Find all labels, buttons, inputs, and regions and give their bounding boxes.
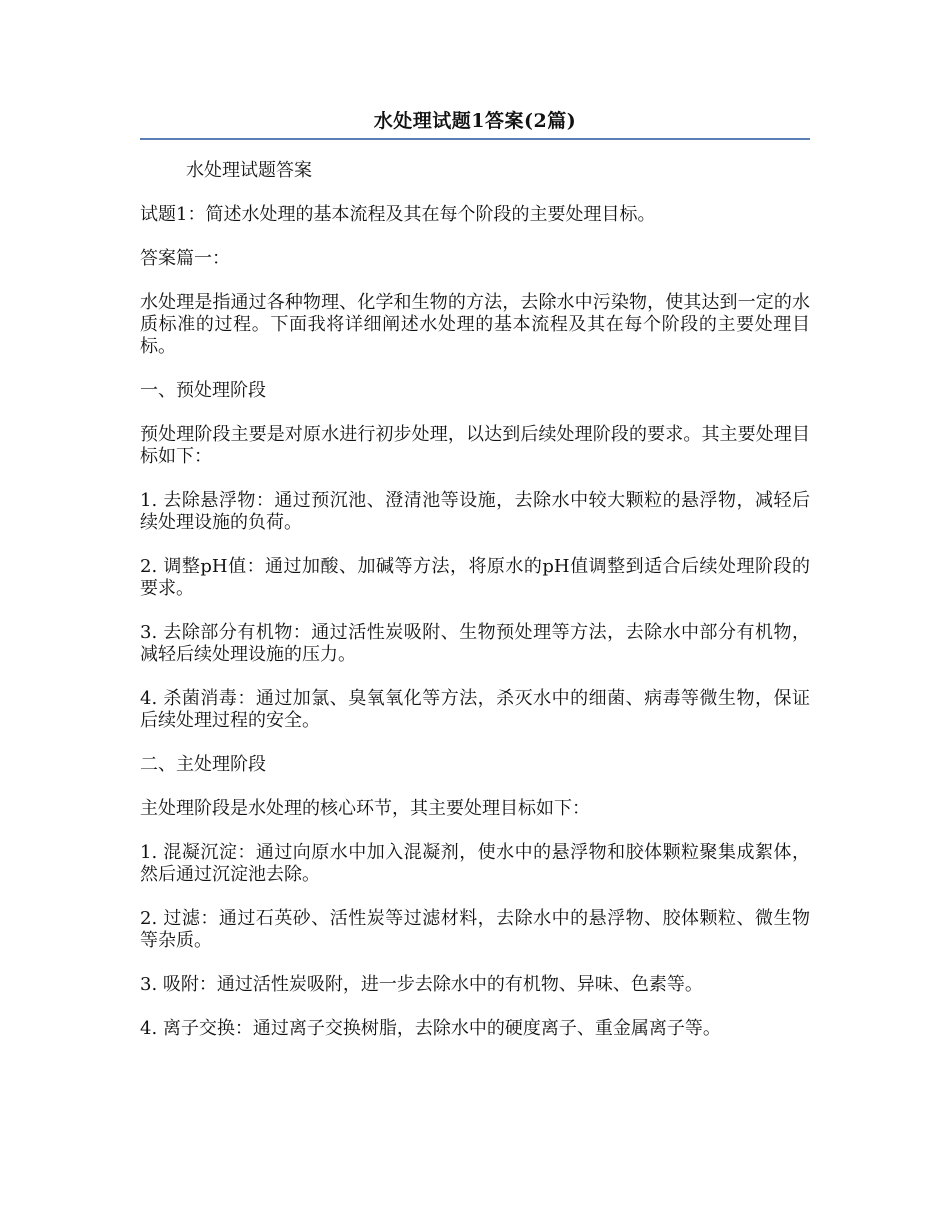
list-item: 3. 去除部分有机物：通过活性炭吸附、生物预处理等方法，去除水中部分有机物，减轻后续处理设施的压力。 [140,622,810,665]
list-item: 2. 调整pH值：通过加酸、加碱等方法，将原水的pH值调整到适合后续处理阶段的要求。 [140,556,810,599]
paragraph-main-treatment-intro: 主处理阶段是水处理的核心环节，其主要处理目标如下： [140,798,590,819]
paragraph-answer-heading: 答案篇一： [140,248,230,269]
list-item: 4. 杀菌消毒：通过加氯、臭氧氧化等方法，杀灭水中的细菌、病毒等微生物，保证后续处理过程的安全。 [140,688,810,731]
list-item: 3. 吸附：通过活性炭吸附，进一步去除水中的有机物、异味、色素等。 [140,974,703,995]
document-body [140,160,810,1040]
document-page [140,108,810,1062]
list-item: 1. 混凝沉淀：通过向原水中加入混凝剂，使水中的悬浮物和胶体颗粒聚集成絮体，然后通过沉淀池去除。 [140,842,810,885]
paragraph-intro: 水处理是指通过各种物理、化学和生物的方法，去除水中污染物，使其达到一定的水质标准的过程。下面我将详细阐述水处理的基本流程及其在每个阶段的主要处理目标。 [140,292,810,357]
document-title: 水处理试题1答案(2篇) [373,110,577,132]
section-heading-main-treatment: 二、主处理阶段 [140,754,266,775]
title-underline [140,138,810,140]
paragraph-question: 试题1：简述水处理的基本流程及其在每个阶段的主要处理目标。 [140,204,656,225]
paragraph-pretreatment-intro: 预处理阶段主要是对原水进行初步处理，以达到后续处理阶段的要求。其主要处理目标如下： [140,424,810,467]
list-item: 1. 去除悬浮物：通过预沉池、澄清池等设施，去除水中较大颗粒的悬浮物，减轻后续处理设施的负荷。 [140,490,810,533]
list-item: 2. 过滤：通过石英砂、活性炭等过滤材料，去除水中的悬浮物、胶体颗粒、微生物等杂质。 [140,908,810,951]
section-heading-pretreatment: 一、预处理阶段 [140,380,266,401]
paragraph-subtitle: 水处理试题答案 [186,160,312,181]
list-item: 4. 离子交换：通过离子交换树脂，去除水中的硬度离子、重金属离子等。 [140,1018,721,1039]
